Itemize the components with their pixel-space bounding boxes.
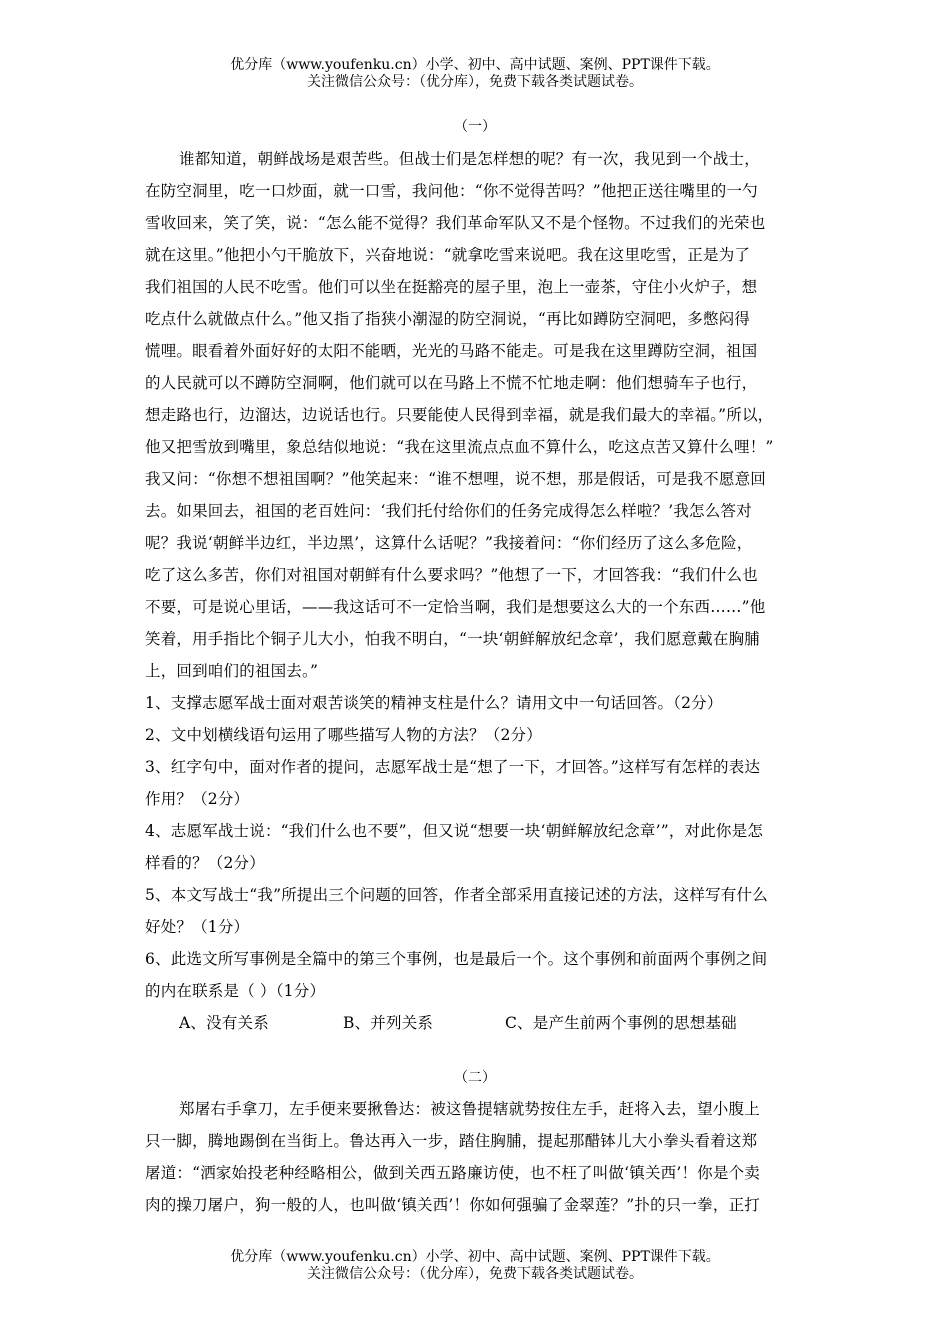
question-6-options	[145, 1007, 815, 1039]
question-1: 1、支撑志愿军战士面对艰苦谈笑的精神支柱是什么？请用文中一句话回答。（2分）	[145, 694, 723, 712]
page-header	[0, 57, 950, 91]
question-2: 2、文中划横线语句运用了哪些描写人物的方法？（2分）	[145, 726, 542, 744]
section-2-title: （二）	[454, 1070, 496, 1086]
question-4: 4、志愿军战士说：“我们什么也不要”，但又说“想要一块‘朝鲜解放纪念章’”，对此你是怎	[145, 822, 764, 840]
section-2-body	[145, 1093, 815, 1221]
passage-line: 屠道：“洒家始投老种经略相公，做到关西五路廉访使，也不枉了叫做‘镇关西’！你是个卖	[145, 1164, 760, 1182]
page-footer	[0, 1249, 950, 1283]
passage-line: 谁都知道，朝鲜战场是艰苦些。但战士们是怎样想的呢？有一次，我见到一个战士，	[179, 150, 760, 168]
passage-line: 他又把雪放到嘴里，象总结似地说：“我在这里流点点血不算什么，吃这点苦又算什么哩！”	[145, 438, 774, 456]
question-4-cont: 样看的？（2分）	[145, 854, 265, 872]
question-6-cont: 的内在联系是（ ）（1分）	[145, 982, 326, 1000]
section-1-body	[145, 143, 815, 1039]
passage-line: 我又问：“你想不想祖国啊？”他笑起来：“谁不想哩，说不想，那是假话，可是我不愿意回	[145, 470, 766, 488]
passage-line: 在防空洞里，吃一口炒面，就一口雪，我问他：“你不觉得苦吗？”他把正送往嘴里的一勺	[145, 182, 758, 200]
option-b: B、并列关系	[343, 1014, 434, 1032]
header-line-2: 关注微信公众号：（优分库），免费下载各类试题试卷。	[307, 74, 643, 90]
passage-line: 雪收回来，笑了笑，说：“怎么能不觉得？我们革命军队又不是个怪物。不过我们的光荣也	[145, 214, 766, 232]
passage-line: 肉的操刀屠户，狗一般的人，也叫做‘镇关西’！你如何强骗了金翠莲？”扑的只一拳，正打	[145, 1196, 760, 1214]
passage-line: 就在这里。”他把小勺干脆放下，兴奋地说：“就拿吃雪来说吧。我在这里吃雪，正是为了	[145, 246, 751, 264]
passage-line: 吃点什么就做点什么。”他又指了指狭小潮湿的防空洞说，“再比如蹲防空洞吧，多憋闷得	[145, 310, 751, 328]
passage-line: 去。如果回去，祖国的老百姓问：‘我们托付给你们的任务完成得怎么样啦？’我怎么答对	[145, 502, 752, 520]
passage-line: 只一脚，腾地踢倒在当街上。鲁达再入一步，踏住胸脯，提起那醋钵儿大小拳头看着这郑	[145, 1132, 758, 1150]
question-6: 6、此选文所写事例是全篇中的第三个事例，也是最后一个。这个事例和前面两个事例之间	[145, 950, 768, 968]
option-c: C、是产生前两个事例的思想基础	[505, 1014, 737, 1032]
question-3-cont: 作用？（2分）	[145, 790, 250, 808]
section-1-title: （一）	[454, 119, 496, 135]
question-5: 5、本文写战士“我”所提出三个问题的回答，作者全部采用直接记述的方法，这样写有什么	[145, 886, 768, 904]
passage-line: 想走路也行，边溜达，边说话也行。只要能使人民得到幸福，就是我们最大的幸福。”所以，	[145, 406, 774, 424]
passage-line: 不要，可是说心里话，——我这话可不一定恰当啊，我们是想要这么大的一个东西……”他	[145, 598, 766, 616]
header-line-1: 优分库（www.youfenku.cn）小学、初中、高中试题、案例、PPT课件下载。	[230, 57, 720, 73]
passage-line: 慌哩。眼看着外面好好的太阳不能晒，光光的马路不能走。可是我在这里蹲防空洞，祖国	[145, 342, 758, 360]
footer-line-2: 关注微信公众号：（优分库），免费下载各类试题试卷。	[307, 1266, 643, 1282]
passage-line: 吃了这么多苦，你们对祖国对朝鲜有什么要求吗？”他想了一下，才回答我：“我们什么也	[145, 566, 758, 584]
option-a: A、没有关系	[179, 1014, 269, 1032]
passage-line: 呢？我说‘朝鲜半边红，半边黑’，这算什么话呢？”我接着问：“你们经历了这么多危险，	[145, 534, 753, 552]
passage-line: 郑屠右手拿刀，左手便来要揪鲁达：被这鲁提辖就势按住左手，赶将入去，望小腹上	[179, 1100, 760, 1118]
passage-line: 的人民就可以不蹲防空洞啊，他们就可以在马路上不慌不忙地走啊：他们想骑车子也行，	[145, 374, 758, 392]
passage-line: 上，回到咱们的祖国去。”	[145, 662, 319, 680]
question-5-cont: 好处？（1分）	[145, 918, 250, 936]
footer-line-1: 优分库（www.youfenku.cn）小学、初中、高中试题、案例、PPT课件下载。	[230, 1249, 720, 1265]
question-3: 3、红字句中，面对作者的提问，志愿军战士是“想了一下，才回答。”这样写有怎样的表达	[145, 758, 761, 776]
passage-line: 笑着，用手指比个铜子儿大小，怕我不明白，“一块‘朝鲜解放纪念章’，我们愿意戴在胸脯	[145, 630, 760, 648]
passage-line: 我们祖国的人民不吃雪。他们可以坐在挺豁亮的屋子里，泡上一壶茶，守住小火炉子，想	[145, 278, 758, 296]
